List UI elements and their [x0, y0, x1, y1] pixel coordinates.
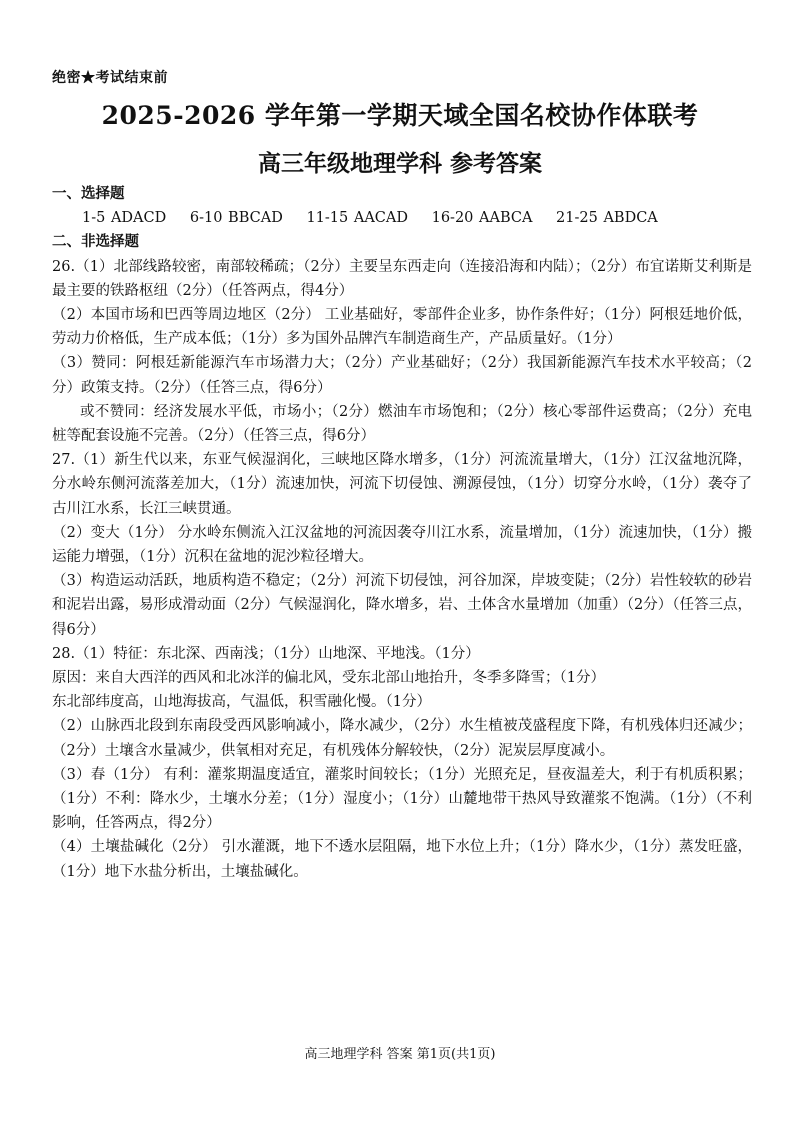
answer-paragraph: （3）构造运动活跃，地质构造不稳定；（2分）河流下切侵蚀，河谷加深，岸坡变陡；（2分）岩性较软的砂岩和泥岩出露，易形成滑动面（2分）气候湿润化，降水增多，岩、土体含水量增加（加重）（2分）（任答三点，得6分）: [52, 573, 752, 638]
page-footer: 高三地理学科 答案 第1页(共1页): [304, 1047, 496, 1062]
answer-content: [52, 182, 752, 884]
answer-paragraph: （2）山脉西北段到东南段受西风影响减小，降水减少，（2分）水生植被茂盛程度下降，有机残体归还减少；（2分）土壤含水量减少，供氧相对充足，有机残体分解较快，（2分）泥炭层厚度减小。: [52, 718, 752, 759]
answer-paragraph: 27.（1）新生代以来，东亚气候湿润化，三峡地区降水增多，（1分）河流流量增大，（1分）江汉盆地沉降，分水岭东侧河流落差加大，（1分）流速加快，河流下切侵蚀、溯源侵蚀，（1分）切穿分水岭，（1分）袭夺了古川江水系，长江三峡贯通。: [52, 452, 752, 517]
answer-paragraph: 或不赞同：经济发展水平低，市场小；（2分）燃油车市场饱和；（2分）核心零部件运费高；（2分）充电桩等配套设施不完善。（2分）（任答三点，得6分）: [52, 403, 752, 445]
section-heading-choice: 一、选择题: [52, 185, 125, 202]
choice-answer-group: 16-20 AABCA: [431, 210, 533, 227]
choice-answer-group: 11-15 AACAD: [306, 210, 408, 227]
choice-answer-group: 6-10 BBCAD: [189, 210, 283, 227]
page-subtitle: 高三年级地理学科 参考答案: [257, 150, 542, 177]
section-heading-nonchoice: 二、非选择题: [52, 233, 139, 251]
confidential-mark: 绝密★考试结束前: [52, 70, 168, 86]
answer-paragraph: 28.（1）特征：东北深、西南浅；（1分）山地深、平地浅。（1分）: [52, 645, 480, 662]
answer-paragraph: 原因：来自大西洋的西风和北冰洋的偏北风，受东北部山地抬升，冬季多降雪；（1分）: [52, 670, 605, 687]
page-title: 2025-2026 学年第一学期天域全国名校协作体联考: [101, 101, 699, 130]
answer-paragraph: （3）赞同：阿根廷新能源汽车市场潜力大；（2分）产业基础好；（2分）我国新能源汽车技术水平较高；（2分）政策支持。（2分）（任答三点，得6分）: [52, 355, 752, 396]
answer-paragraph: （2）本国市场和巴西等周边地区（2分） 工业基础好，零部件企业多，协作条件好；（1分）阿根廷地价低，劳动力价格低，生产成本低；（1分）多为国外品牌汽车制造商生产，产品质量好。（1分）: [52, 307, 752, 348]
answer-paragraph: （4）土壤盐碱化（2分） 引水灌溉，地下不透水层阻隔，地下水位上升；（1分）降水少，（1分）蒸发旺盛，（1分）地下水盐分析出，土壤盐碱化。: [52, 839, 752, 880]
answer-paragraph: 东北部纬度高，山地海拔高，气温低，积雪融化慢。（1分）: [52, 694, 431, 711]
choice-answers: [52, 206, 752, 230]
answer-paragraph: （3）春（1分） 有利：灌浆期温度适宜，灌浆时间较长；（1分）光照充足，昼夜温差大，利于有机质积累；（1分）不利：降水少，土壤水分差；（1分）湿度小；（1分）山麓地带干热风导致灌浆不饱满。（1分）（不利影响，任答两点，得2分）: [52, 766, 752, 832]
choice-answer-group: 1-5 ADACD: [82, 210, 167, 227]
answer-paragraph: （2）变大（1分） 分水岭东侧流入江汉盆地的河流因袭夺川江水系，流量增加，（1分）流速加快，（1分）搬运能力增强，（1分）沉积在盆地的泥沙粒径增大。: [52, 524, 752, 566]
choice-answer-group: 21-25 ABDCA: [556, 210, 658, 227]
answer-paragraph: 26.（1）北部线路较密，南部较稀疏；（2分）主要呈东西走向（连接沿海和内陆）；（2分）布宜诺斯艾利斯是最主要的铁路枢纽（2分）（任答两点，得4分）: [52, 258, 752, 299]
